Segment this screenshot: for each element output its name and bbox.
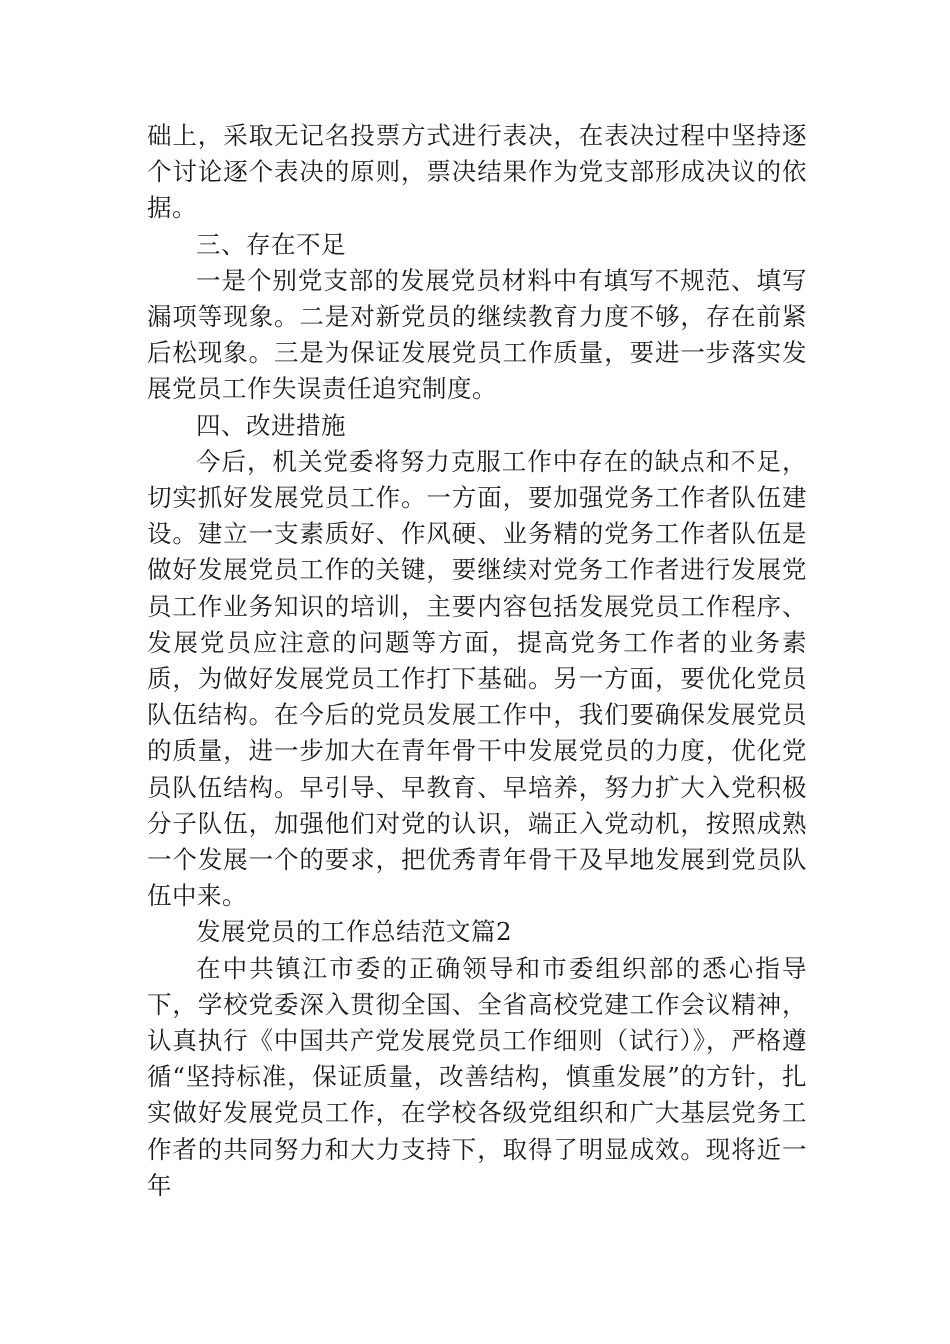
paragraph-article-2-intro: 在中共镇江市委的正确领导和市委组织部的悉心指导下，学校党委深入贯彻全国、全省高校党建工作会议精神，认真执行《中国共产党发展党员工作细则（试行）》，严格遵循“坚持标准，保证质量，改善结构，慎重发展”的方针，扎实做好发展党员工作，在学校各级党组织和广大基层党务工作者的共同努力和大力支持下，取得了明显成效。现将近一年	[147, 953, 807, 1200]
article-title-2: 发展党员的工作总结范文篇2	[196, 917, 513, 947]
paragraph-continuation: 础上，采取无记名投票方式进行表决，在表决过程中坚持逐个讨论逐个表决的原则，票决结果作为党支部形成决议的依据。	[147, 121, 807, 223]
section-heading-shortcomings: 三、存在不足	[196, 229, 346, 259]
document-body	[147, 118, 807, 1204]
paragraph-shortcomings: 一是个别党支部的发展党员材料中有填写不规范、填写漏项等现象。二是对新党员的继续教育力度不够，存在前紧后松现象。三是为保证发展党员工作质量，要进一步落实发展党员工作失误责任追究制度。	[147, 265, 807, 404]
section-heading-measures: 四、改进措施	[196, 410, 346, 440]
paragraph-measures: 今后，机关党委将努力克服工作中存在的缺点和不足，切实抓好发展党员工作。一方面，要加强党务工作者队伍建设。建立一支素质好、作风硬、业务精的党务工作者队伍是做好发展党员工作的关键，要继续对党务工作者进行发展党员工作业务知识的培训，主要内容包括发展党员工作程序、发展党员应注意的问题等方面，提高党务工作者的业务素质，为做好发展党员工作打下基础。另一方面，要优化党员队伍结构。在今后的党员发展工作中，我们要确保发展党员的质量，进一步加大在青年骨干中发展党员的力度，优化党员队伍结构。早引导、早教育、早培养，努力扩大入党积极分子队伍，加强他们对党的认识，端正入党动机，按照成熟一个发展一个的要求，把优秀青年骨干及早地发展到党员队伍中来。	[147, 446, 807, 911]
